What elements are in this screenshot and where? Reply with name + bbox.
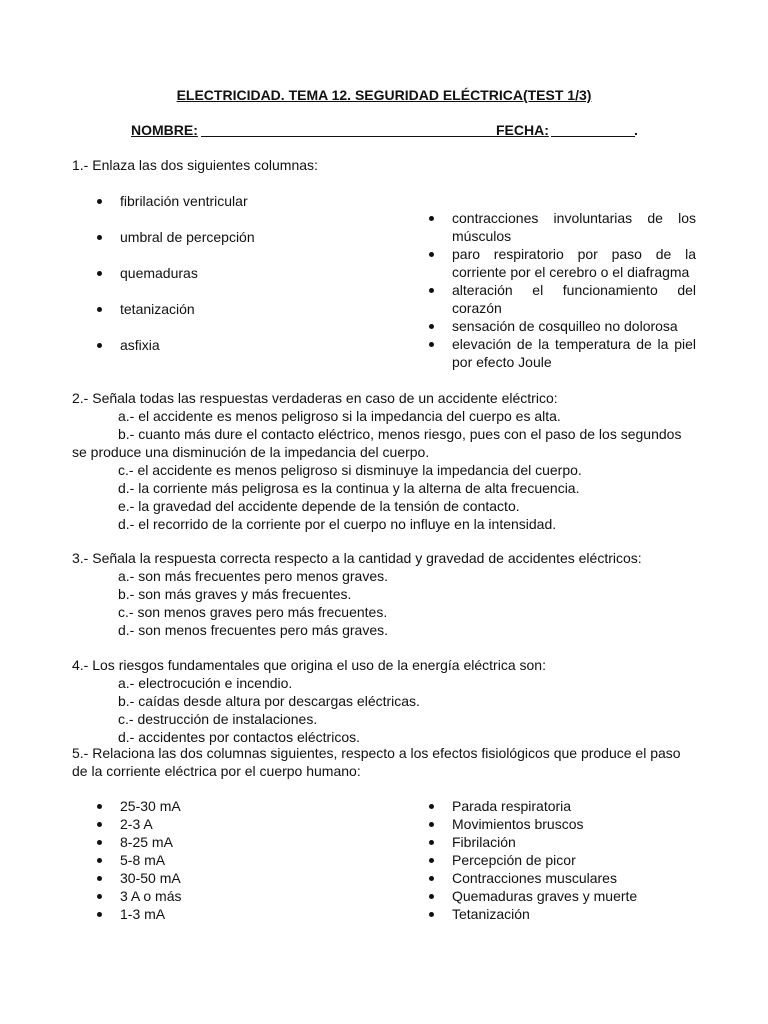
list-item: Percepción de picor <box>428 851 696 869</box>
list-item: quemaduras <box>96 264 356 282</box>
list-item: Fibrilación <box>428 833 696 851</box>
bullet-icon <box>97 894 102 899</box>
list-item: tetanización <box>96 300 356 318</box>
list-item: alteración el funcionamiento del corazón <box>428 281 696 317</box>
list-item: elevación de la temperatura de la piel por efecto Joule <box>428 335 696 371</box>
option-e: e.- la gravedad del accidente depende de la tensión de contacto. <box>118 498 520 514</box>
option-a: a.- el accidente es menos peligroso si la impedancia del cuerpo es alta. <box>118 408 561 424</box>
list-item: 30-50 mA <box>96 869 356 887</box>
question-5-left-column <box>96 797 356 923</box>
question-3-prompt: 3.- Señala la respuesta correcta respecto a la cantidad y gravedad de accidentes eléctricos: <box>72 550 642 566</box>
bullet-icon <box>97 804 102 809</box>
question-4 <box>72 656 696 746</box>
option-c: c.- el accidente es menos peligroso si disminuye la impedancia del cuerpo. <box>118 462 582 478</box>
list-item: Parada respiratoria <box>428 797 696 815</box>
list-item: 8-25 mA <box>96 833 356 851</box>
bullet-icon <box>97 271 102 276</box>
list-item: asfixia <box>96 336 356 354</box>
question-4-options <box>72 674 696 746</box>
bullet-icon <box>429 216 434 221</box>
question-3 <box>72 549 696 639</box>
list-item: 2-3 A <box>96 815 356 833</box>
page-title: ELECTRICIDAD. TEMA 12. SEGURIDAD ELÉCTRICA(TEST 1/3) <box>176 87 592 103</box>
bullet-icon <box>429 804 434 809</box>
bullet-icon <box>429 252 434 257</box>
bullet-icon <box>97 876 102 881</box>
option-d: d.- son menos frecuentes pero más graves. <box>118 622 389 638</box>
list-item: contracciones involuntarias de los músculos <box>428 209 696 245</box>
question-4-prompt: 4.- Los riesgos fundamentales que origina el uso de la energía eléctrica son: <box>72 657 546 673</box>
option-c: c.- son menos graves pero más frecuentes. <box>118 604 388 620</box>
option-a: a.- electrocución e incendio. <box>118 675 293 691</box>
question-1-prompt: 1.- Enlaza las dos siguientes columnas: <box>72 157 318 173</box>
bullet-icon <box>429 324 434 329</box>
option-b: b.- son más graves y más frecuentes. <box>118 586 352 602</box>
question-5-right-column <box>428 797 696 923</box>
list-item: Contracciones musculares <box>428 869 696 887</box>
bullet-icon <box>97 307 102 312</box>
bullet-icon <box>429 822 434 827</box>
bullet-icon <box>429 858 434 863</box>
question-5-prompt-line-2: de la corriente eléctrica por el cuerpo humano: <box>72 763 361 779</box>
list-item: Quemaduras graves y muerte <box>428 887 696 905</box>
name-date-line <box>131 121 641 139</box>
list-item: Movimientos bruscos <box>428 815 696 833</box>
date-dot: . <box>634 122 638 138</box>
bullet-icon <box>97 858 102 863</box>
question-2 <box>72 389 696 533</box>
list-item: fibrilación ventricular <box>96 192 356 210</box>
question-3-options <box>72 567 696 639</box>
bullet-icon <box>97 822 102 827</box>
option-d: d.- accidentes por contactos eléctricos. <box>118 729 361 745</box>
bullet-icon <box>429 840 434 845</box>
bullet-icon <box>429 912 434 917</box>
option-d-second: d.- el recorrido de la corriente por el cuerpo no influye en la intensidad. <box>118 516 557 532</box>
question-1-right-column <box>428 209 696 371</box>
bullet-icon <box>429 876 434 881</box>
option-b-continuation: se produce una disminución de la impedancia del cuerpo. <box>72 444 430 460</box>
list-item: sensación de cosquilleo no dolorosa <box>428 317 696 335</box>
list-item: umbral de percepción <box>96 228 356 246</box>
question-2-prompt: 2.- Señala todas las respuestas verdaderas en caso de un accidente eléctrico: <box>72 390 558 406</box>
bullet-icon <box>97 235 102 240</box>
bullet-icon <box>429 894 434 899</box>
question-1-left-column <box>96 192 356 372</box>
option-b: b.- caídas desde altura por descargas eléctricas. <box>118 693 420 709</box>
option-c: c.- destrucción de instalaciones. <box>118 711 318 727</box>
question-1 <box>72 156 696 174</box>
question-5 <box>72 744 696 780</box>
bullet-icon <box>97 199 102 204</box>
option-a: a.- son más frecuentes pero menos graves. <box>118 568 389 584</box>
bullet-icon <box>429 288 434 293</box>
question-2-options <box>72 407 696 533</box>
question-5-prompt-line-1: 5.- Relaciona las dos columnas siguientes, respecto a los efectos fisiológicos que produce el paso <box>72 745 681 761</box>
list-item: paro respiratorio por paso de la corriente por el cerebro o el diafragma <box>428 245 696 281</box>
list-item: 3 A o más <box>96 887 356 905</box>
option-b: b.- cuanto más dure el contacto eléctrico, menos riesgo, pues con el paso de los segundos <box>118 426 682 442</box>
bullet-icon <box>429 342 434 347</box>
bullet-icon <box>97 343 102 348</box>
date-label: FECHA: <box>496 122 549 138</box>
bullet-icon <box>97 840 102 845</box>
list-item: 25-30 mA <box>96 797 356 815</box>
list-item: 5-8 mA <box>96 851 356 869</box>
bullet-icon <box>97 912 102 917</box>
list-item: Tetanización <box>428 905 696 923</box>
date-blank <box>551 136 635 137</box>
option-d: d.- la corriente más peligrosa es la continua y la alterna de alta frecuencia. <box>118 480 580 496</box>
list-item: 1-3 mA <box>96 905 356 923</box>
name-blank <box>201 136 529 137</box>
name-label: NOMBRE: <box>131 122 198 138</box>
